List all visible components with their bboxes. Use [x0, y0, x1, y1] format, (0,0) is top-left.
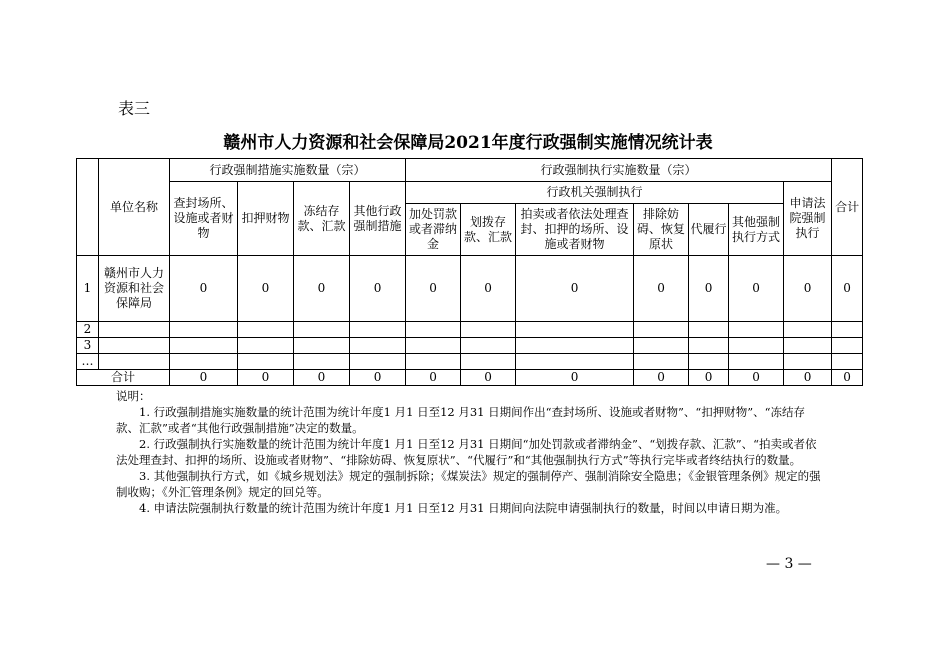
value-cell [729, 322, 784, 338]
organ-header: 划拨存款、汇款 [461, 204, 516, 256]
total-value-cell: 0 [689, 370, 729, 386]
notes-section [116, 388, 826, 516]
value-cell [294, 338, 350, 354]
unit-name-cell [99, 338, 170, 354]
organ-execution-header: 行政机关强制执行 [406, 182, 784, 204]
value-cell: 0 [238, 256, 294, 322]
value-cell: 0 [406, 256, 461, 322]
total-row [77, 370, 863, 386]
value-cell: 0 [832, 256, 863, 322]
value-cell [238, 338, 294, 354]
table-row [77, 338, 863, 354]
value-cell [784, 322, 832, 338]
value-cell [406, 354, 461, 370]
value-cell [832, 322, 863, 338]
value-cell [784, 354, 832, 370]
value-cell [634, 354, 689, 370]
value-cell [238, 354, 294, 370]
total-value-cell: 0 [832, 370, 863, 386]
measure-header: 扣押财物 [238, 182, 294, 256]
total-value-cell: 0 [729, 370, 784, 386]
organ-header: 代履行 [689, 204, 729, 256]
page-number: — 3 — [766, 556, 812, 572]
value-cell [729, 354, 784, 370]
value-cell [294, 322, 350, 338]
page-title: 赣州市人力资源和社会保障局2021年度行政强制实施情况统计表 [223, 133, 713, 153]
total-value-cell: 0 [784, 370, 832, 386]
page-label: 表三 [118, 99, 151, 118]
value-cell [634, 322, 689, 338]
value-cell [406, 322, 461, 338]
value-cell: 0 [516, 256, 634, 322]
organ-header: 加处罚款或者滞纳金 [406, 204, 461, 256]
organ-header: 排除妨碍、恢复原状 [634, 204, 689, 256]
unit-name-header: 单位名称 [99, 159, 170, 256]
total-value-cell: 0 [294, 370, 350, 386]
value-cell [516, 338, 634, 354]
total-value-cell: 0 [170, 370, 238, 386]
note-item: 4. 申请法院强制执行数量的统计范围为统计年度1 月1 日至12 月31 日期间向法院申请强制执行的数量，时间以申请日期为准。 [139, 501, 788, 515]
value-cell [634, 338, 689, 354]
value-cell [461, 354, 516, 370]
row-index: 3 [77, 338, 99, 354]
index-header [77, 159, 99, 256]
value-cell [516, 322, 634, 338]
value-cell [350, 354, 406, 370]
measure-header: 冻结存款、汇款 [294, 182, 350, 256]
table-row [77, 354, 863, 370]
value-cell: 0 [784, 256, 832, 322]
value-cell [784, 338, 832, 354]
execution-group-header: 行政强制执行实施数量（宗） [406, 159, 832, 182]
organ-header: 其他强制执行方式 [729, 204, 784, 256]
value-cell: 0 [689, 256, 729, 322]
value-cell [832, 354, 863, 370]
value-cell: 0 [170, 256, 238, 322]
table-row [77, 256, 863, 322]
unit-name-cell [99, 322, 170, 338]
value-cell [729, 338, 784, 354]
value-cell [294, 354, 350, 370]
value-cell: 0 [634, 256, 689, 322]
table-row [77, 322, 863, 338]
row-index: 1 [77, 256, 99, 322]
organ-header: 拍卖或者依法处理查封、扣押的场所、设施或者财物 [516, 204, 634, 256]
measure-header: 查封场所、设施或者财物 [170, 182, 238, 256]
note-item: 3. 其他强制执行方式，如《城乡规划法》规定的强制拆除；《煤炭法》规定的强制停产、强制消除安全隐患；《金银管理条例》规定的强制收购；《外汇管理条例》规定的回兑等。 [116, 469, 821, 499]
value-cell [170, 322, 238, 338]
value-cell [238, 322, 294, 338]
total-value-cell: 0 [406, 370, 461, 386]
value-cell [832, 338, 863, 354]
note-item: 1. 行政强制措施实施数量的统计范围为统计年度1 月1 日至12 月31 日期间作出“查封场所、设施或者财物”、“扣押财物”、“冻结存款、汇款”或者“其他行政强制措施”决定的数量。 [116, 405, 806, 435]
measures-group-header: 行政强制措施实施数量（宗） [170, 159, 406, 182]
note-item: 2. 行政强制执行实施数量的统计范围为统计年度1 月1 日至12 月31 日期间“加处罚款或者滞纳金”、“划拨存款、汇款”、“拍卖或者依法处理查封、扣押的场所、设施或者财物”、“排除妨碍、恢复原状”、“代履行”和“其他强制执行方式”等执行完毕或者终结执行的数量。 [116, 437, 817, 467]
value-cell [461, 322, 516, 338]
unit-name-cell [99, 354, 170, 370]
value-cell: 0 [350, 256, 406, 322]
value-cell [689, 322, 729, 338]
total-value-cell: 0 [461, 370, 516, 386]
notes-heading: 说明： [116, 389, 151, 403]
value-cell [689, 338, 729, 354]
statistics-table [76, 158, 863, 386]
value-cell [461, 338, 516, 354]
row-index: 2 [77, 322, 99, 338]
value-cell [170, 338, 238, 354]
court-execution-header: 申请法院强制执行 [784, 182, 832, 256]
total-value-cell: 0 [516, 370, 634, 386]
value-cell [689, 354, 729, 370]
value-cell: 0 [461, 256, 516, 322]
value-cell [350, 338, 406, 354]
total-header: 合计 [832, 159, 863, 256]
total-value-cell: 0 [238, 370, 294, 386]
unit-name-cell: 赣州市人力资源和社会保障局 [99, 256, 170, 322]
value-cell [170, 354, 238, 370]
total-value-cell: 0 [350, 370, 406, 386]
value-cell: 0 [294, 256, 350, 322]
total-row-label: 合计 [77, 370, 170, 386]
measure-header: 其他行政强制措施 [350, 182, 406, 256]
value-cell: 0 [729, 256, 784, 322]
total-value-cell: 0 [634, 370, 689, 386]
value-cell [406, 338, 461, 354]
value-cell [516, 354, 634, 370]
row-index: … [77, 354, 99, 370]
value-cell [350, 322, 406, 338]
